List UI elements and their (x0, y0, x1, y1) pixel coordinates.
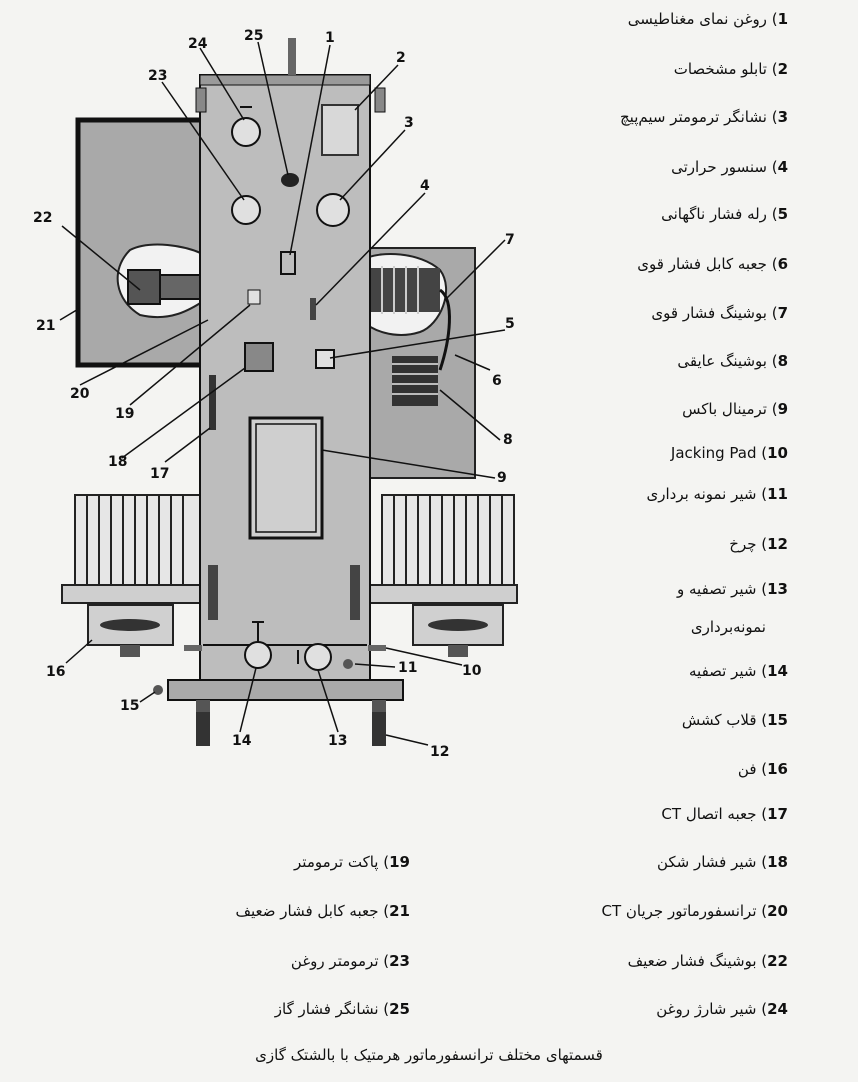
callout-13: 13 (328, 733, 348, 749)
side-clamp-right (350, 565, 360, 620)
legend-item: 9) ترمینال باکس (682, 400, 788, 418)
legend-item: 17) جعبه اتصال CT (661, 805, 788, 823)
callout-6: 6 (492, 373, 502, 389)
callout-20: 20 (70, 386, 90, 402)
callout-18: 18 (108, 454, 128, 470)
jacking-pad-left (184, 645, 202, 651)
ct-junction-box (245, 343, 273, 371)
legend-item: 7) بوشینگ فشار قوی (651, 304, 788, 322)
sampling-valve (343, 659, 353, 669)
sudden-pressure-relay (316, 350, 334, 368)
callout-1: 1 (325, 30, 335, 46)
callout-24: 24 (188, 36, 208, 52)
legend-item: 15) قلاب کشش (681, 711, 788, 729)
winding-thermometer (317, 194, 349, 226)
legend-item: 16) فن (737, 760, 788, 778)
jacking-pad-right (368, 645, 386, 651)
legend-item: 18) شیر فشار شکن (656, 853, 788, 871)
thermometer-pocket (248, 290, 260, 304)
legend-item: 19) پاکت ترمومتر (294, 853, 410, 871)
top-rod (288, 38, 296, 75)
figure-caption: قسمتهای مختلف ترانسفورماتور هرمتیک با بالشتک گازی (255, 1046, 603, 1064)
callout-12: 12 (430, 744, 450, 760)
legend-item: 14) شیر تصفیه (689, 662, 788, 680)
callout-22: 22 (33, 210, 53, 226)
callout-15: 15 (120, 698, 140, 714)
right-fan (413, 605, 503, 657)
lifting-lug-right (375, 88, 385, 112)
legend-item: 25) نشانگر فشار گاز (274, 1000, 410, 1018)
legend-item: 6) جعبه کابل فشار قوی (637, 255, 788, 273)
legend-item: 24) شیر شارژ روغن (656, 1000, 788, 1018)
lv-bushing-terminal (128, 270, 160, 304)
main-tank (200, 75, 370, 680)
filter-sampling-valve (305, 644, 331, 670)
pressure-relief-valve (209, 375, 216, 430)
callout-16: 16 (46, 664, 66, 680)
callout-9: 9 (497, 470, 507, 486)
callout-17: 17 (150, 466, 170, 482)
callout-11: 11 (398, 660, 418, 676)
legend-item: 5) رله فشار ناگهانی (661, 205, 788, 223)
legend-item: 22) بوشینگ فشار ضعیف (627, 952, 788, 970)
wheel-right (372, 700, 386, 746)
tank-cover (200, 75, 370, 85)
legend-item: نمونه‌برداری (690, 618, 766, 636)
callout-14: 14 (232, 733, 252, 749)
wheel-left (196, 700, 210, 746)
legend-item: 8) بوشینگ عایقی (677, 352, 788, 370)
side-clamp-left (208, 565, 218, 620)
lv-cable-box (78, 120, 208, 365)
callout-2: 2 (396, 50, 406, 66)
legend-item: 3) نشانگر ترمومتر سیم‌پیچ (620, 108, 788, 126)
callout-5: 5 (505, 316, 515, 332)
callout-3: 3 (404, 115, 414, 131)
callout-10: 10 (462, 663, 482, 679)
legend-item: 11) شیر نمونه برداری (646, 485, 788, 503)
terminal-box-outer (250, 418, 322, 538)
skid-base (168, 680, 403, 700)
filter-valve (245, 642, 271, 668)
legend-item: 4) سنسور حرارتی (671, 158, 788, 176)
callout-23: 23 (148, 68, 168, 84)
legend-item: 1) روغن نمای مغناطیسی (627, 10, 788, 28)
callout-19: 19 (115, 406, 135, 422)
oil-charge-valve (232, 118, 260, 146)
left-fan (88, 605, 173, 657)
callout-25: 25 (244, 28, 264, 44)
legend-item: 13) شیر تصفیه و (677, 580, 788, 598)
legend-item: 21) جعبه کابل فشار ضعیف (235, 902, 410, 920)
oil-thermometer (232, 196, 260, 224)
legend-item: 23) ترمومتر روغن (290, 952, 410, 970)
left-radiator (75, 495, 203, 585)
rating-plate (322, 105, 358, 155)
slot (310, 298, 316, 320)
callout-8: 8 (503, 432, 513, 448)
gas-pressure-indicator (281, 173, 299, 187)
tow-hook (153, 685, 163, 695)
callout-7: 7 (505, 232, 515, 248)
callout-21: 21 (36, 318, 56, 334)
callout-4: 4 (420, 178, 430, 194)
legend-item: 10) Jacking Pad (670, 444, 788, 462)
lifting-lug-left (196, 88, 206, 112)
legend-item: 20) ترانسفورماتور جریان CT (601, 902, 788, 920)
insulating-bushing (392, 356, 438, 406)
legend-item: 2) تابلو مشخصات (673, 60, 788, 78)
right-radiator (382, 495, 514, 585)
legend-item: 12) چرخ (729, 535, 788, 553)
